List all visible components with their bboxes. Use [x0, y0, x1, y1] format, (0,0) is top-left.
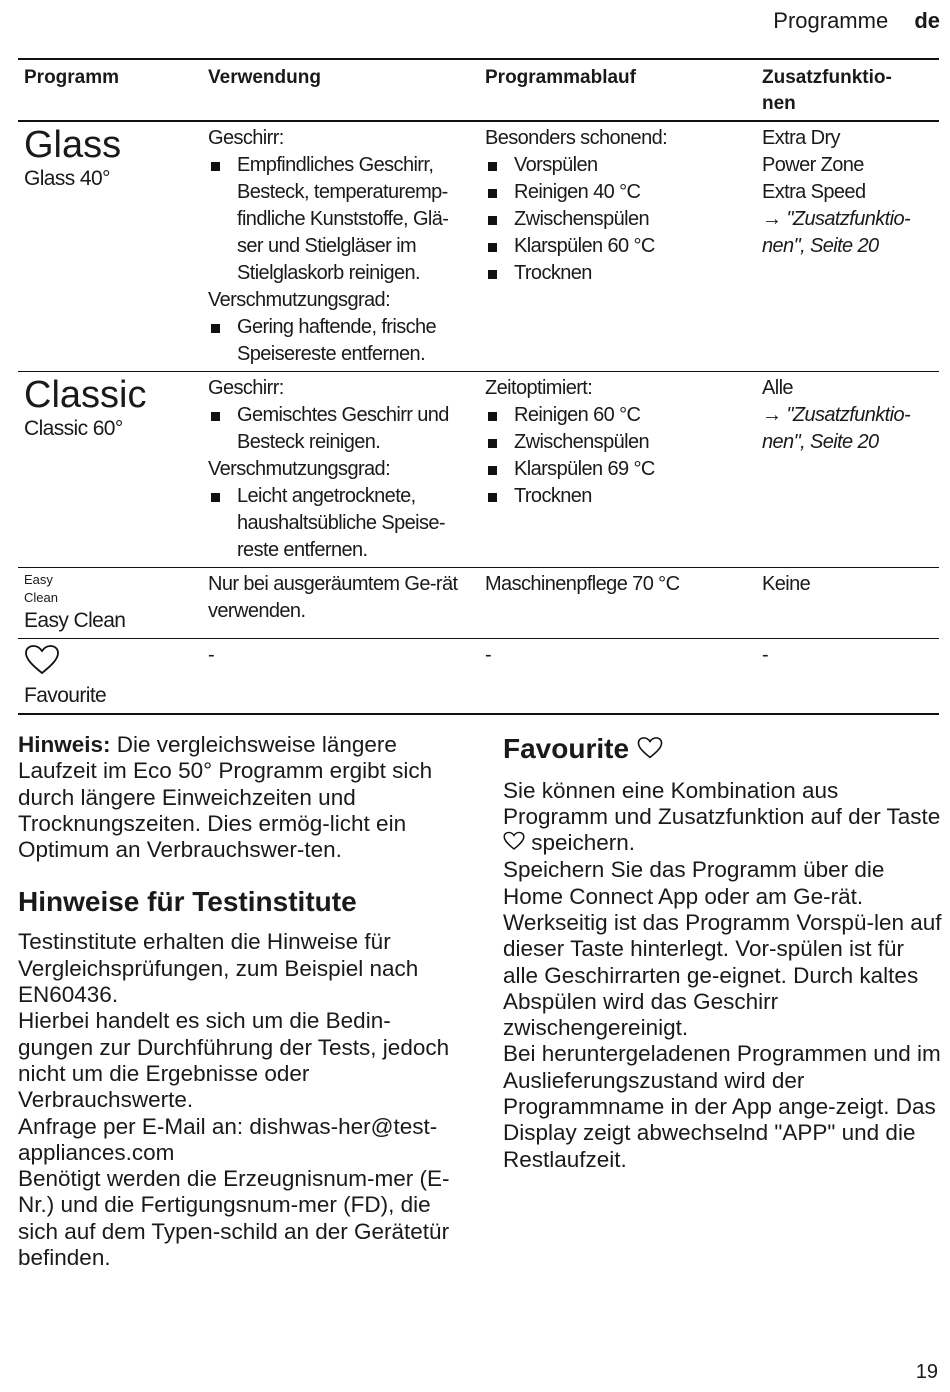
- paragraph: Speichern Sie das Programm über die Home Connect App oder am Ge-rät.: [503, 857, 885, 909]
- table-row: [18, 568, 939, 639]
- cross-reference-link[interactable]: → "Zusatzfunktio-nen", Seite 20: [762, 208, 911, 257]
- list-item: Vorspülen: [485, 152, 750, 179]
- language-code: de: [914, 8, 940, 33]
- extra-item: Extra Speed: [762, 181, 866, 203]
- heart-icon: [24, 642, 196, 682]
- page-header: [773, 8, 940, 34]
- flow-label: Zeitoptimiert:: [485, 377, 593, 399]
- extras-cell: [756, 372, 939, 568]
- usage-label: Verschmutzungsgrad:: [208, 458, 391, 480]
- program-symbol: Classic: [24, 374, 147, 416]
- column-header-verwendung: Verwendung: [202, 59, 479, 121]
- list-item: Gemischtes Geschirr und Besteck reinigen.: [208, 402, 473, 456]
- note-paragraph: [18, 732, 458, 863]
- list-item: Leicht angetrocknete, haushaltsübliche Speise-reste entfernen.: [208, 483, 473, 564]
- heart-icon: [637, 734, 663, 768]
- list-item: Gering haftende, frische Speisereste entfernen.: [208, 314, 473, 368]
- extra-item: Extra Dry: [762, 127, 840, 149]
- extras-cell: Keine: [756, 568, 939, 639]
- flow-label: Besonders schonend:: [485, 127, 668, 149]
- program-cell: [18, 639, 202, 715]
- column-header-zusatzfunktionen: Zusatzfunktio- nen: [756, 59, 939, 121]
- note-text: Die vergleichsweise längere Laufzeit im Eco 50° Programm ergibt sich durch längere Einweichzeiten und Trocknungszeiten. Dies ermög-licht ein Optimum an Verbrauchswer-ten.: [18, 732, 433, 863]
- usage-label: Geschirr:: [208, 127, 284, 149]
- program-symbol: Easy: [24, 572, 53, 587]
- cross-reference-link[interactable]: → "Zusatzfunktio-nen", Seite 20: [762, 404, 911, 453]
- section-title: Programme: [773, 8, 889, 33]
- list-item: Reinigen 60 °C: [485, 402, 750, 429]
- list-item: Zwischenspülen: [485, 429, 750, 456]
- usage-cell: Nur bei ausgeräumtem Ge-rät verwenden.: [202, 568, 479, 639]
- usage-label: Verschmutzungsgrad:: [208, 289, 391, 311]
- program-symbol: Clean: [24, 590, 58, 605]
- section-heading-testinstitute: Hinweise für Testinstitute: [18, 886, 357, 918]
- paragraph-text: speichern.: [525, 830, 636, 856]
- programme-table: [18, 58, 939, 715]
- paragraph-text: Sie können eine Kombination aus Programm und Zusatzfunktion auf der Taste: [503, 777, 941, 829]
- list-item: Reinigen 40 °C: [485, 179, 750, 206]
- list-item: Empfindliches Geschirr, Besteck, temperaturemp-findliche Kunststoffe, Glä-ser und Stielgläser im Stielglaskorb reinigen.: [208, 152, 473, 287]
- usage-cell: -: [202, 639, 479, 715]
- list-item: Klarspülen 69 °C: [485, 456, 750, 483]
- table-row: [18, 121, 939, 372]
- note-label: Hinweis:: [18, 732, 111, 757]
- list-item: Trocknen: [485, 483, 750, 510]
- program-name: Glass 40°: [24, 167, 110, 190]
- table-row: [18, 639, 939, 715]
- paragraph: Anfrage per E-Mail an: dishwas-her@test-appliances.com: [18, 1113, 438, 1165]
- extra-item: Alle: [762, 377, 793, 399]
- extras-cell: -: [756, 639, 939, 715]
- extras-cell: [756, 121, 939, 372]
- table-row: [18, 372, 939, 568]
- table-header-row: [18, 59, 939, 121]
- program-cell: [18, 121, 202, 372]
- paragraph: Bei heruntergeladenen Programmen und im Auslieferungszustand wird der Programmname in der App ange-zeigt. Das Display zeigt abwechselnd "APP" und die Restlaufzeit.: [503, 1041, 941, 1172]
- column-header-programmablauf: Programmablauf: [479, 59, 756, 121]
- column-header-programm: Programm: [18, 59, 202, 121]
- program-name: Favourite: [24, 684, 107, 707]
- right-column: [503, 732, 943, 1173]
- usage-cell: [202, 121, 479, 372]
- paragraph: Testinstitute erhalten die Hinweise für Vergleichsprüfungen, zum Beispiel nach EN60436.: [18, 929, 419, 1008]
- flow-cell: Maschinenpflege 70 °C: [479, 568, 756, 639]
- list-item: Klarspülen 60 °C: [485, 233, 750, 260]
- program-symbol: Glass: [24, 124, 122, 166]
- flow-cell: -: [479, 639, 756, 715]
- program-name: Easy Clean: [24, 609, 126, 632]
- favourite-heading-text: Favourite: [503, 733, 630, 764]
- usage-label: Geschirr:: [208, 377, 284, 399]
- section-heading-favourite: [503, 732, 943, 768]
- paragraph: Werkseitig ist das Programm Vorspü-len auf dieser Taste hinterlegt. Vor-spülen ist für alle Geschirrarten ge-eignet. Durch kaltes Abspülen wird das Geschirr zwischengereinigt.: [503, 910, 942, 1041]
- paragraph: Hierbei handelt es sich um die Bedin-gungen zur Durchführung der Tests, jedoch nicht um die Ergebnisse oder Verbrauchswerte.: [18, 1008, 450, 1113]
- program-cell: [18, 372, 202, 568]
- list-item: Zwischenspülen: [485, 206, 750, 233]
- page-number: 19: [915, 1361, 938, 1383]
- program-cell: [18, 568, 202, 639]
- heart-icon: [503, 831, 525, 857]
- paragraph: [503, 778, 943, 858]
- usage-cell: [202, 372, 479, 568]
- list-item: Trocknen: [485, 260, 750, 287]
- extra-item: Power Zone: [762, 154, 864, 176]
- flow-cell: [479, 121, 756, 372]
- paragraph: Benötigt werden die Erzeugnisnum-mer (E-Nr.) und die Fertigungsnum-mer (FD), die sich auf dem Typen-schild an der Gerätetür befinden.: [18, 1166, 450, 1271]
- program-name: Classic 60°: [24, 417, 123, 440]
- left-column: [18, 732, 458, 1271]
- flow-cell: [479, 372, 756, 568]
